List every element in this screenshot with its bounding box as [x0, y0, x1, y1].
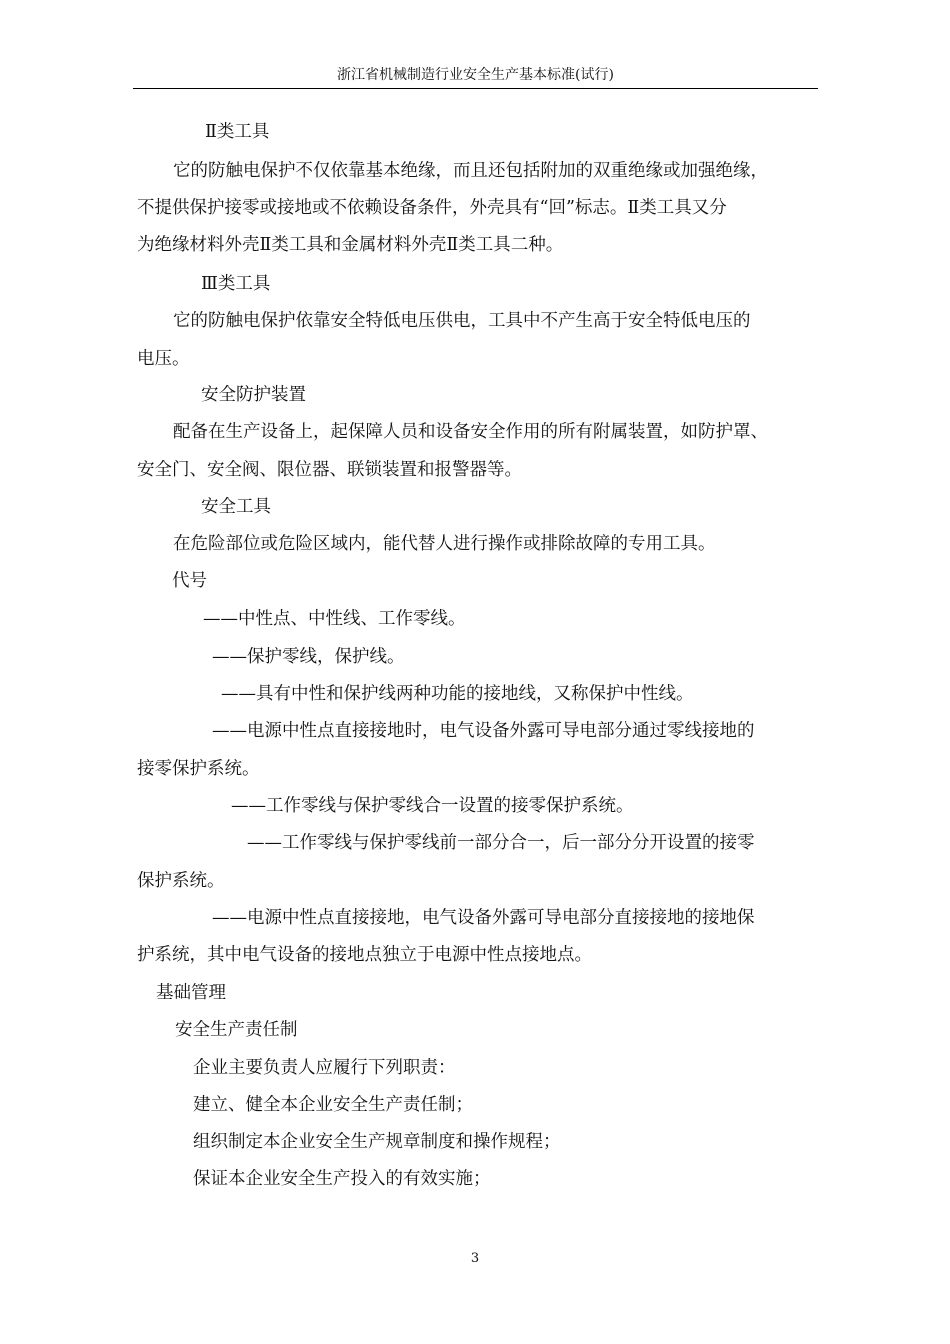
paragraph-line: 不提供保护接零或接地或不依赖设备条件，外壳具有“回”标志。Ⅱ类工具又分	[137, 198, 727, 218]
list-item: 保证本企业安全生产投入的有效实施；	[193, 1169, 491, 1189]
page-header-title: 浙江省机械制造行业安全生产基本标准(试行)	[337, 67, 614, 83]
definition-line: ——工作零线与保护零线前一部分合一，后一部分分开设置的接零	[247, 833, 755, 853]
list-item: 建立、健全本企业安全生产责任制；	[193, 1095, 473, 1115]
definition-line: 接零保护系统。	[137, 759, 260, 779]
header-rule	[133, 88, 818, 89]
paragraph-line: 为绝缘材料外壳Ⅱ类工具和金属材料外壳Ⅱ类工具二种。	[137, 235, 564, 255]
paragraph-line: 电压。	[137, 349, 190, 369]
definition-line: ——工作零线与保护零线合一设置的接零保护系统。	[231, 796, 634, 816]
paragraph-line: 它的防触电保护不仅依靠基本绝缘，而且还包括附加的双重绝缘或加强绝缘，	[173, 161, 768, 181]
definition-line: ——中性点、中性线、工作零线。	[203, 609, 466, 629]
paragraph-line: 在危险部位或危险区域内，能代替人进行操作或排除故障的专用工具。	[173, 534, 716, 554]
list-item: 组织制定本企业安全生产规章制度和操作规程；	[193, 1132, 561, 1152]
paragraph-line: 配备在生产设备上，起保障人员和设备安全作用的所有附属装置，如防护罩、	[173, 422, 768, 442]
heading-safety-tools: 安全工具	[201, 497, 271, 517]
paragraph-line: 它的防触电保护依靠安全特低电压供电，工具中不产生高于安全特低电压的	[173, 311, 751, 331]
heading-basic-management: 基础管理	[156, 983, 226, 1003]
heading-codes: 代号	[172, 571, 207, 591]
definition-line: 保护系统。	[137, 871, 225, 891]
definition-line: 护系统，其中电气设备的接地点独立于电源中性点接地点。	[137, 945, 592, 965]
definition-line: ——电源中性点直接接地，电气设备外露可导电部分直接接地的接地保	[212, 908, 755, 928]
definition-line: ——保护零线，保护线。	[212, 647, 405, 667]
heading-class-ii-tools: Ⅱ类工具	[205, 122, 270, 142]
definition-line: ——具有中性和保护线两种功能的接地线，又称保护中性线。	[221, 684, 694, 704]
page-number: 3	[470, 1251, 480, 1266]
list-item: 企业主要负责人应履行下列职责：	[193, 1058, 456, 1078]
heading-safety-guard-device: 安全防护装置	[201, 385, 306, 405]
paragraph-line: 安全门、安全阀、限位器、联锁装置和报警器等。	[137, 460, 522, 480]
definition-line: ——电源中性点直接接地时，电气设备外露可导电部分通过零线接地的	[212, 721, 755, 741]
heading-class-iii-tools: Ⅲ类工具	[201, 274, 271, 294]
heading-safety-responsibility: 安全生产责任制	[175, 1020, 298, 1040]
